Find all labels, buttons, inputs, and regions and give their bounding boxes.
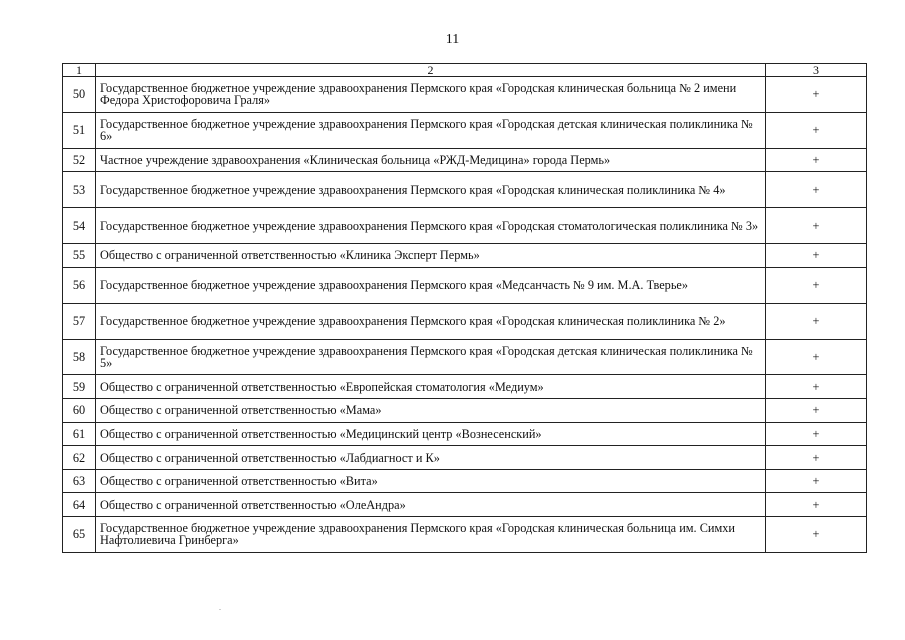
row-organization [96, 244, 766, 268]
header-col-number: 1 [63, 64, 96, 77]
row-mark: + [766, 339, 867, 375]
row-number: 57 [63, 303, 96, 339]
table-row [63, 422, 867, 446]
row-organization [96, 303, 766, 339]
table-row [63, 267, 867, 303]
row-organization [96, 446, 766, 470]
row-number: 58 [63, 339, 96, 375]
table-row [63, 339, 867, 375]
row-organization [96, 493, 766, 517]
row-organization-text: Общество с ограниченной ответственностью «Мама» [100, 403, 382, 418]
row-mark: + [766, 422, 867, 446]
row-organization-text: Государственное бюджетное учреждение здравоохранения Пермского края «Медсанчасть № 9 им. М.А. Тверье» [100, 278, 689, 293]
row-organization-text: Государственное бюджетное учреждение здравоохранения Пермского края «Городская стоматологическая поликлиника № 3» [100, 218, 759, 233]
table-row [63, 244, 867, 268]
table-header-row [63, 64, 867, 77]
row-organization-text: Государственное бюджетное учреждение здравоохранения Пермского края «Городская детская клиническая поликлиника № 6» [100, 117, 753, 144]
row-number: 50 [63, 77, 96, 113]
row-organization [96, 375, 766, 399]
table-row [63, 399, 867, 423]
row-mark: + [766, 469, 867, 493]
row-mark: + [766, 208, 867, 244]
row-organization [96, 208, 766, 244]
row-number: 56 [63, 267, 96, 303]
scan-speck [219, 609, 221, 610]
table-row [63, 112, 867, 148]
table-row [63, 77, 867, 113]
header-col-name: 2 [96, 64, 766, 77]
document-table [62, 63, 867, 553]
row-organization [96, 267, 766, 303]
row-organization [96, 148, 766, 172]
table-row [63, 208, 867, 244]
row-organization [96, 339, 766, 375]
table-row [63, 469, 867, 493]
header-col-mark: 3 [766, 64, 867, 77]
row-organization-text: Общество с ограниченной ответственностью «Вита» [100, 474, 378, 489]
row-mark: + [766, 446, 867, 470]
row-organization [96, 422, 766, 446]
row-mark: + [766, 303, 867, 339]
row-number: 59 [63, 375, 96, 399]
row-number: 53 [63, 172, 96, 208]
table-row [63, 493, 867, 517]
row-organization-text: Общество с ограниченной ответственностью «Лабдиагност и К» [100, 450, 440, 465]
row-number: 62 [63, 446, 96, 470]
row-number: 51 [63, 112, 96, 148]
row-organization [96, 112, 766, 148]
row-organization-text: Общество с ограниченной ответственностью «Медицинский центр «Вознесенский» [100, 426, 542, 441]
row-organization-text: Государственное бюджетное учреждение здравоохранения Пермского края «Городская клиническая больница им. Симхи Нафтолиевича Гринберга» [100, 521, 735, 548]
row-mark: + [766, 267, 867, 303]
row-number: 52 [63, 148, 96, 172]
table-row [63, 516, 867, 552]
row-mark: + [766, 399, 867, 423]
row-number: 63 [63, 469, 96, 493]
table-row [63, 375, 867, 399]
row-organization-text: Общество с ограниченной ответственностью «Европейская стоматология «Медиум» [100, 379, 544, 394]
page-number: 11 [445, 32, 460, 47]
row-number: 54 [63, 208, 96, 244]
row-number: 60 [63, 399, 96, 423]
row-mark: + [766, 375, 867, 399]
row-number: 55 [63, 244, 96, 268]
row-organization [96, 516, 766, 552]
row-organization-text: Частное учреждение здравоохранения «Клиническая больница «РЖД-Медицина» города Пермь» [100, 153, 611, 168]
row-mark: + [766, 172, 867, 208]
row-organization-text: Государственное бюджетное учреждение здравоохранения Пермского края «Городская клиническая больница № 2 имени Федора Христофоровича Граля» [100, 81, 737, 108]
row-organization [96, 77, 766, 113]
row-number: 64 [63, 493, 96, 517]
row-organization [96, 172, 766, 208]
table-row [63, 172, 867, 208]
row-organization-text: Государственное бюджетное учреждение здравоохранения Пермского края «Городская клиническая поликлиника № 4» [100, 182, 726, 197]
row-organization-text: Общество с ограниченной ответственностью «ОлеАндра» [100, 497, 406, 512]
table-row [63, 303, 867, 339]
row-organization [96, 469, 766, 493]
row-mark: + [766, 493, 867, 517]
table-row [63, 446, 867, 470]
row-organization-text: Государственное бюджетное учреждение здравоохранения Пермского края «Городская детская клиническая поликлиника № 5» [100, 343, 753, 370]
row-mark: + [766, 148, 867, 172]
row-mark: + [766, 516, 867, 552]
row-number: 65 [63, 516, 96, 552]
table-row [63, 148, 867, 172]
row-number: 61 [63, 422, 96, 446]
row-organization-text: Государственное бюджетное учреждение здравоохранения Пермского края «Городская клиническая поликлиника № 2» [100, 314, 726, 329]
row-mark: + [766, 77, 867, 113]
row-organization-text: Общество с ограниченной ответственностью «Клиника Эксперт Пермь» [100, 248, 480, 263]
row-organization [96, 399, 766, 423]
row-mark: + [766, 244, 867, 268]
row-mark: + [766, 112, 867, 148]
